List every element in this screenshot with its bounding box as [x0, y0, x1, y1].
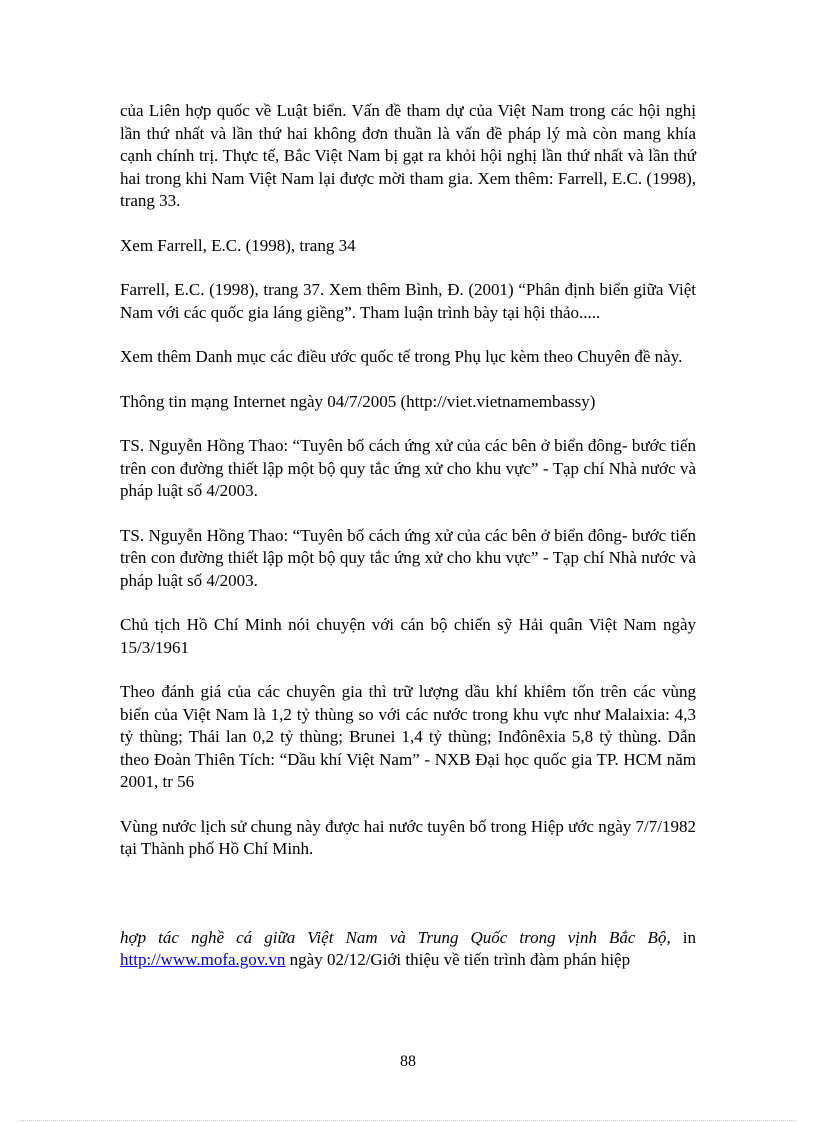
footnote-paragraph: Thông tin mạng Internet ngày 04/7/2005 (http://viet.vietnamembassy)	[120, 391, 596, 411]
footnote-paragraph: Xem Farrell, E.C. (1998), trang 34	[120, 235, 356, 255]
footnote-paragraph: Theo đánh giá của các chuyên gia thì trữ lượng dầu khí khiêm tốn trên các vùng biển của Việt Nam là 1,2 tỷ thùng so với các nước trong khu vực như Malaixia: 4,3 tỷ thùng; Thái lan 0,2 tỷ thùng; Brunei 1,4 tỷ thùng; Inđônêxia 5,8 tỷ thùng. Dẫn theo Đoàn Thiên Tích: “Dầu khí Việt Nam” - NXB Đại học quốc gia TP. HCM năm 2001, tr 56	[120, 682, 696, 791]
link-suffix: ngày 02/12/Giới thiệu về tiến trình đàm phán hiệp	[285, 950, 631, 969]
footnote-paragraph: Vùng nước lịch sử chung này được hai nước tuyên bố trong Hiệp ước ngày 7/7/1982 tại Thành phố Hồ Chí Minh.	[120, 816, 696, 858]
mofa-link[interactable]: http://www.mofa.gov.vn	[120, 950, 286, 969]
blank-gap	[120, 883, 696, 927]
footnote-paragraph: TS. Nguyễn Hồng Thao: “Tuyên bố cách ứng xử của các bên ở biển đông- bước tiến trên con đường thiết lập một bộ quy tắc ứng xử cho khu vực” - Tạp chí Nhà nước và pháp luật số 4/2003.	[120, 436, 696, 500]
footnote-paragraph: Chủ tịch Hồ Chí Minh nói chuyện với cán bộ chiến sỹ Hải quân Việt Nam ngày 15/3/1961	[120, 615, 696, 657]
footnote-paragraph: TS. Nguyễn Hồng Thao: “Tuyên bố cách ứng xử của các bên ở biển đông- bước tiến trên con đường thiết lập một bộ quy tắc ứng xử cho khu vực” - Tạp chí Nhà nước và pháp luật số 4/2003.	[120, 525, 696, 590]
footnote-paragraph: của Liên hợp quốc về Luật biển. Vấn đề tham dự của Việt Nam trong các hội nghị lần thứ nhất và lần thứ hai không đơn thuần là vấn đề pháp lý mà còn mang khía cạnh chính trị. Thực tế, Bắc Việt Nam bị gạt ra khỏi hội nghị lần thứ nhất và lần thứ hai trong khi Nam Việt Nam lại được mời tham gia. Xem thêm: Farrell, E.C. (1998), trang 33.	[120, 101, 696, 210]
footnote-paragraph: Xem thêm Danh mục các điều ước quốc tế trong Phụ lục kèm theo Chuyên đề này.	[120, 347, 683, 366]
footnotes-page	[120, 100, 696, 972]
title-suffix: , in	[666, 927, 696, 947]
page-bottom-divider	[20, 1120, 796, 1121]
footnote-paragraph-last	[120, 927, 696, 972]
footnote-paragraph: Farrell, E.C. (1998), trang 37. Xem thêm Bình, Đ. (2001) “Phân định biển giữa Việt Nam với các quốc gia láng giềng”. Tham luận trình bày tại hội thảo.....	[120, 280, 696, 322]
article-title: hợp tác nghề cá giữa Việt Nam và Trung Quốc trong vịnh Bắc Bộ	[120, 927, 667, 947]
page-number: 88	[400, 1053, 416, 1070]
